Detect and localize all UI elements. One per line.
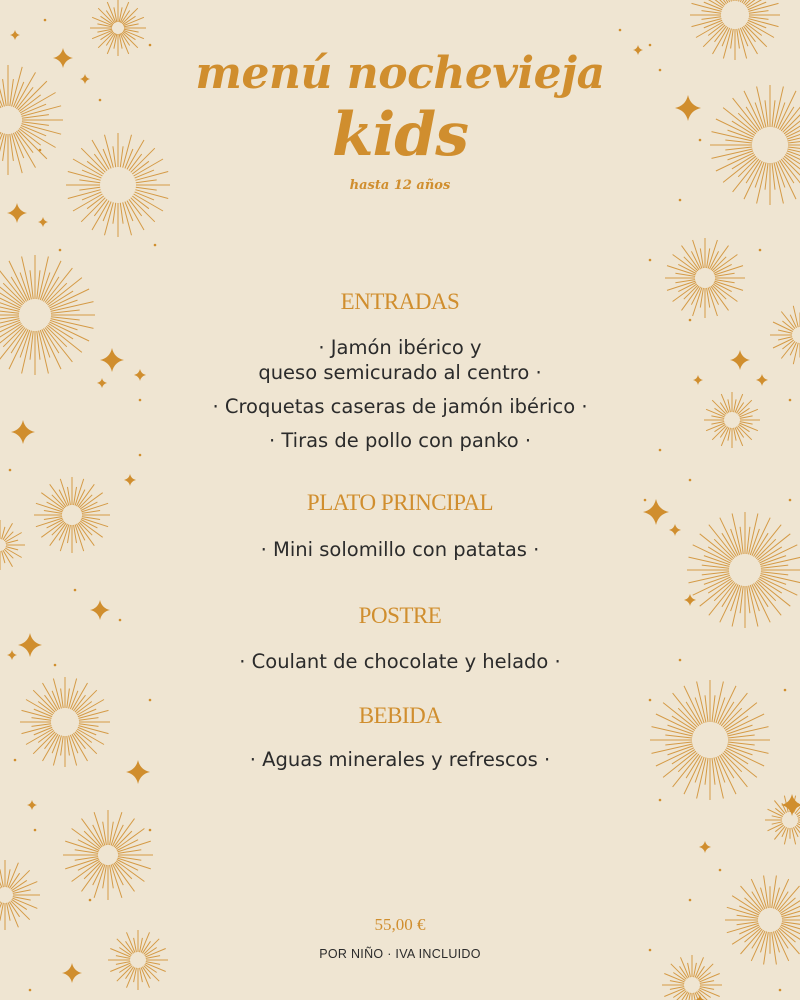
menu-item: · Tiras de pollo con panko · [268, 429, 532, 452]
sparkle-dot-icon [659, 799, 662, 802]
sparkle-dot-icon [719, 869, 722, 872]
section-heading-plato-principal: PLATO PRINCIPAL [306, 490, 494, 515]
price: 55,00 € [374, 915, 426, 934]
sparkle-star-icon [38, 217, 48, 227]
sparkle-dot-icon [689, 899, 692, 902]
menu-item: · Mini solomillo con patatas · [260, 538, 540, 561]
sparkle-dot-icon [149, 699, 152, 702]
sparkle-dot-icon [779, 989, 782, 992]
menu-subtitle: hasta 12 años [349, 178, 451, 193]
sparkle-dot-icon [759, 249, 762, 252]
sparkle-dot-icon [34, 829, 37, 832]
sparkle-dot-icon [689, 479, 692, 482]
price-note: POR NIÑO · IVA INCLUIDO [319, 947, 481, 961]
menu-item: · Aguas minerales y refrescos · [249, 748, 551, 771]
sparkle-dot-icon [139, 454, 142, 457]
menu-title-kids: kids [331, 100, 469, 170]
sparkle-dot-icon [649, 259, 652, 262]
sparkle-dot-icon [74, 589, 77, 592]
sparkle-dot-icon [154, 244, 157, 247]
section-heading-entradas: ENTRADAS [340, 289, 460, 314]
sparkle-dot-icon [149, 829, 152, 832]
sparkle-star-icon [699, 841, 711, 853]
menu-item: queso semicurado al centro · [258, 361, 542, 384]
sparkle-dot-icon [619, 29, 622, 32]
sparkle-dot-icon [679, 199, 682, 202]
section-heading-postre: POSTRE [358, 603, 442, 628]
sparkle-dot-icon [149, 44, 152, 47]
menu-title: menú nochevieja [195, 48, 605, 99]
menu-item: · Coulant de chocolate y helado · [239, 650, 561, 673]
sparkle-dot-icon [44, 19, 47, 22]
firework-burst-icon [662, 955, 722, 1000]
sparkle-dot-icon [29, 989, 32, 992]
sparkle-dot-icon [89, 899, 92, 902]
sparkle-star-icon [27, 800, 37, 810]
menu-item: · Jamón ibérico y [318, 336, 482, 359]
sparkle-star-icon [7, 203, 27, 223]
sparkle-star-icon [62, 963, 82, 983]
sparkle-dot-icon [689, 319, 692, 322]
sparkle-dot-icon [59, 249, 62, 252]
firework-burst-icon [650, 680, 770, 800]
sparkle-star-icon [124, 474, 136, 486]
sparkle-dot-icon [9, 469, 12, 472]
sparkle-star-icon [669, 524, 681, 536]
sparkle-dot-icon [784, 689, 787, 692]
section-heading-bebida: BEBIDA [358, 703, 442, 728]
sparkle-dot-icon [649, 699, 652, 702]
sparkle-dot-icon [649, 44, 652, 47]
firework-burst-icon [63, 810, 153, 900]
menu-item: · Croquetas caseras de jamón ibérico · [212, 395, 588, 418]
sparkle-star-icon [10, 30, 20, 40]
